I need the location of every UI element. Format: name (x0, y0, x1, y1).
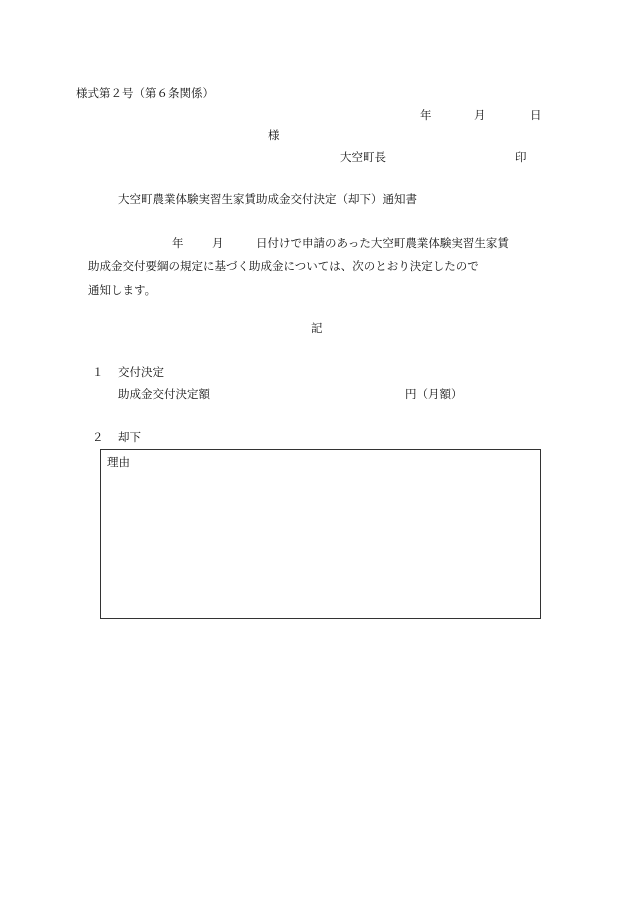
date-day-label: 日 (530, 108, 542, 122)
document-title: 大空町農業体験実習生家賃助成金交付決定（却下）通知書 (118, 192, 417, 206)
grant-amount-label: 助成金交付決定額 (118, 387, 210, 401)
body-line2-text: 助成金交付要綱の規定に基づく助成金については、次のとおり決定したので (88, 259, 479, 273)
addressee-suffix: 様 (268, 128, 280, 142)
grant-amount-unit: 円（月額） (405, 387, 463, 401)
body-line3-text: 通知します。 (88, 283, 157, 297)
section1-number: １ (92, 365, 104, 379)
ki-heading: 記 (311, 321, 323, 335)
reason-box (100, 449, 541, 619)
reason-label: 理由 (107, 455, 130, 469)
date-year-label: 年 (420, 108, 432, 122)
section2-number: ２ (92, 430, 104, 444)
date-month-label: 月 (474, 108, 486, 122)
body-line1-month: 月 (212, 236, 224, 250)
form-number-label: 様式第２号（第６条関係） (76, 86, 214, 100)
body-line1-year: 年 (172, 236, 184, 250)
section2-heading: 却下 (118, 430, 141, 444)
sender-title: 大空町長 (340, 150, 386, 164)
seal-mark: 印 (515, 150, 527, 164)
section1-heading: 交付決定 (118, 365, 164, 379)
body-line1-text: 日付けで申請のあった大空町農業体験実習生家賃 (256, 236, 509, 250)
